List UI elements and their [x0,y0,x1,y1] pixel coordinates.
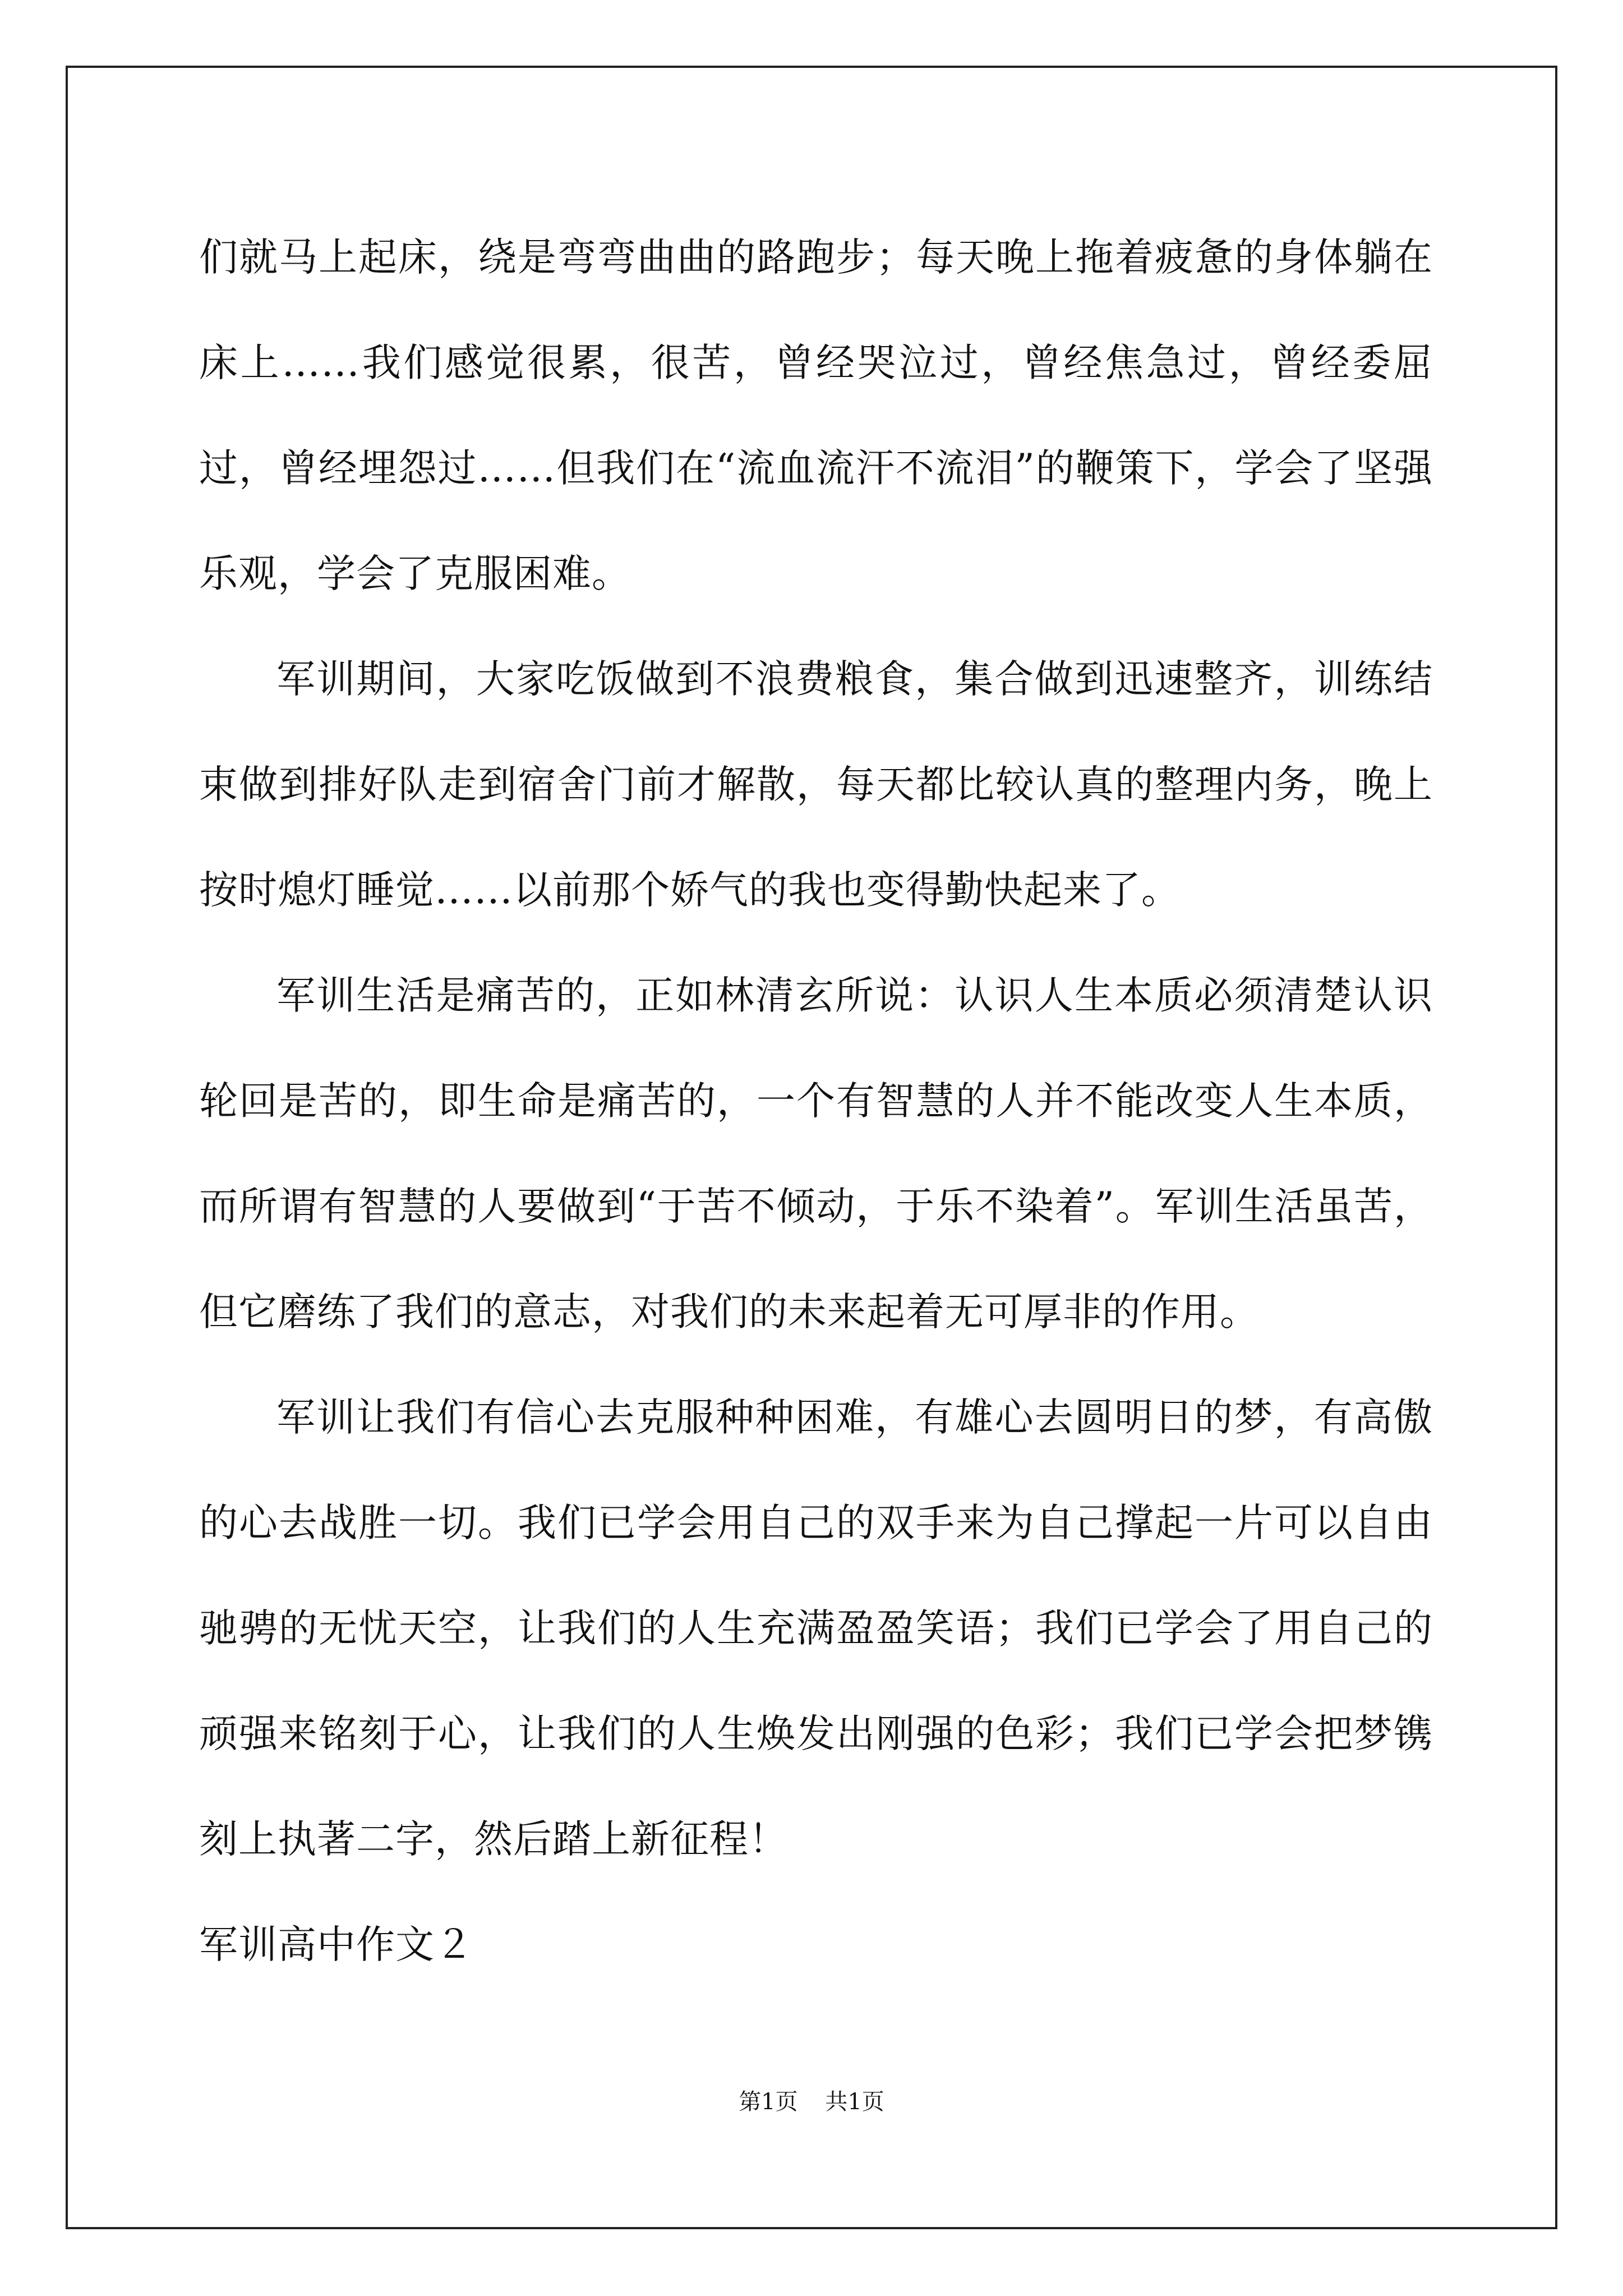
paragraph-4: 军训让我们有信心去克服种种困难，有雄心去圆明日的梦，有高傲的心去战胜一切。我们已学会用自己的双手来为自己撑起一片可以自由驰骋的无忧天空，让我们的人生充满盈盈笑语；我们已学会了用自己的顽强来铭刻于心，让我们的人生焕发出刚强的色彩；我们已学会把梦镌刻上执著二字，然后踏上新征程！ [199,1395,1433,1862]
document-body [199,205,1433,1998]
page-number: 第1页 [739,2089,798,2115]
paragraph-3: 军训生活是痛苦的，正如林清玄所说：认识人生本质必须清楚认识轮回是苦的，即生命是痛苦的，一个有智慧的人并不能改变人生本质，而所谓有智慧的人要做到“于苦不倾动，于乐不染着”。军训生活虽苦，但它磨练了我们的意志，对我们的未来起着无可厚非的作用。 [199,973,1433,1335]
page-footer [0,2084,1623,2116]
page-total: 共1页 [825,2089,884,2115]
section-heading: 军训高中作文２ [199,1922,474,1967]
paragraph-1: 们就马上起床，绕是弯弯曲曲的路跑步；每天晚上拖着疲惫的身体躺在床上……我们感觉很累，很苦，曾经哭泣过，曾经焦急过，曾经委屈过，曾经埋怨过……但我们在“流血流汗不流泪”的鞭策下，学会了坚强乐观，学会了克服困难。 [199,235,1433,596]
paragraph-2: 军训期间，大家吃饭做到不浪费粮食，集合做到迅速整齐，训练结束做到排好队走到宿舍门前才解散，每天都比较认真的整理内务，晚上按时熄灯睡觉……以前那个娇气的我也变得勤快起来了。 [199,657,1433,913]
